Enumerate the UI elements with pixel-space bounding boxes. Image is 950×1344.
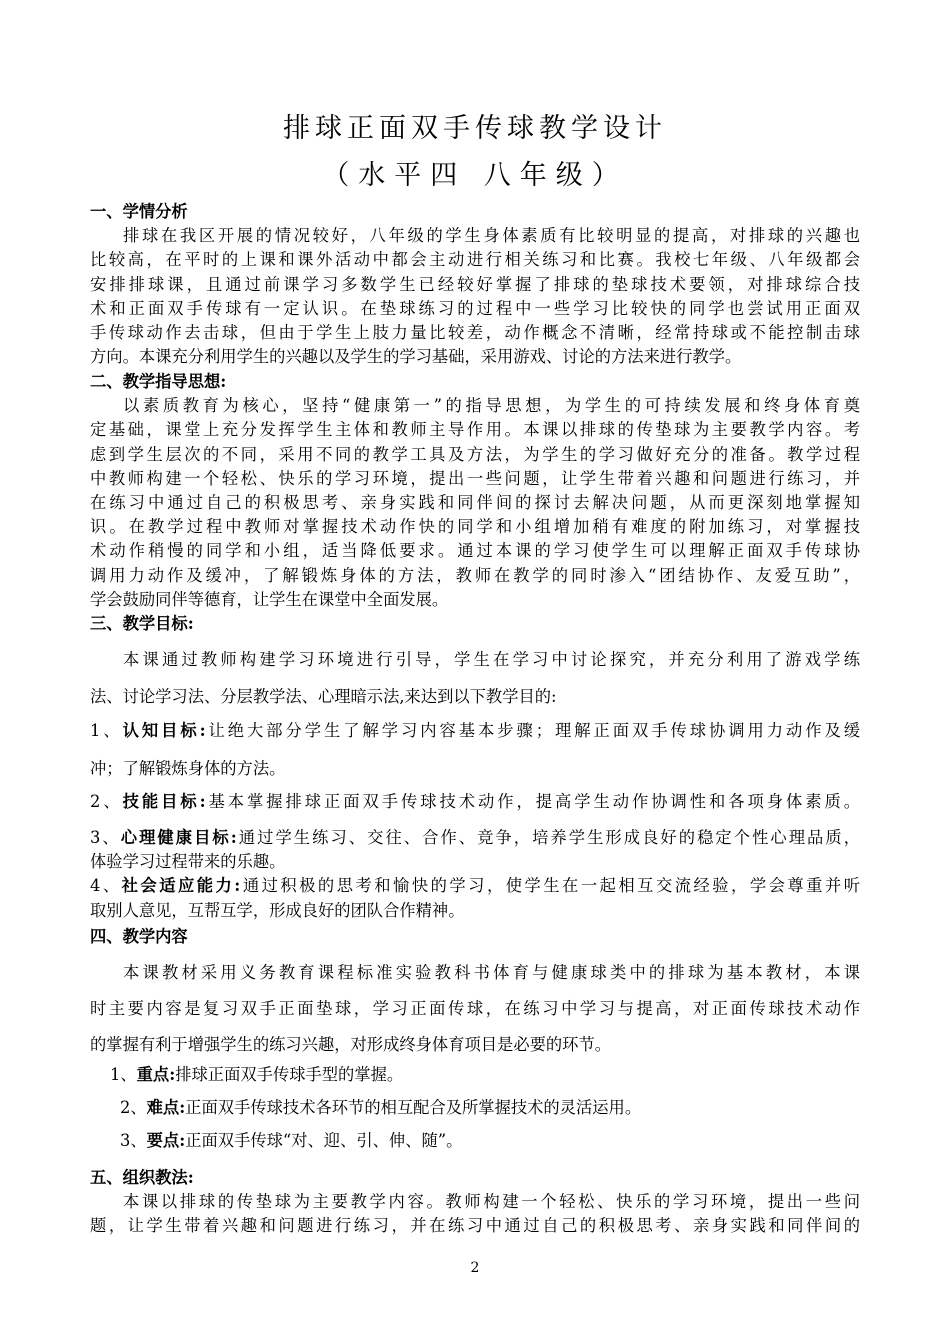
paragraph-line: 比较高，在平时的上课和课外活动中都会主动进行相关练习和比赛。我校七年级、八年级都会 [90, 250, 860, 270]
paragraph-line: 识。在教学过程中教师对掌握技术动作快的同学和小组增加稍有难度的附加练习，对掌握技 [90, 517, 860, 537]
content-paragraph-cont [90, 997, 860, 1021]
goal-label: 技能目标: [122, 792, 206, 811]
document-title: 排球正面双手传球教学设计 [283, 113, 667, 144]
paragraph-line: 体验学习过程带来的乐趣。 [90, 852, 286, 872]
paragraph-line: 本课教材采用义务教育课程标准实验教科书体育与健康球类中的排球为基本教材，本课 [123, 963, 860, 982]
paragraph-line: 学会鼓励同伴等德育，让学生在课堂中全面发展。 [90, 589, 449, 609]
paragraph-line: 在练习中通过自己的积极思考、亲身实践和同伴间的探讨去解决问题，从而更深刻地掌握知 [90, 492, 860, 512]
goal-skill [90, 790, 860, 814]
paragraph-line: 本课通过教师构建学习环境进行引导，学生在学习中讨论探究，并充分利用了游戏学练 [123, 650, 860, 669]
point-text: 正面双手传球“对、迎、引、伸、随”。 [185, 1131, 463, 1150]
content-paragraph [90, 961, 860, 985]
paragraph-line: 本课以排球的传垫球为主要教学内容。教师构建一个轻松、快乐的学习环境，提出一些问 [123, 1192, 860, 1212]
goal-text: 让绝大部分学生了解学习内容基本步骤；理解正面双手传球协调用力动作及缓 [205, 721, 860, 740]
section-learning-analysis [90, 200, 860, 369]
goals-intro-cont [90, 685, 860, 709]
goal-number: 2、 [90, 792, 123, 811]
point-label: 难点: [146, 1098, 186, 1117]
document-subtitle: （水平四 八年级） [322, 160, 628, 191]
goal-number: 1、 [90, 721, 123, 740]
paragraph-line: 冲；了解锻炼身体的方法。 [90, 759, 286, 778]
paragraph-line: 中教师构建一个轻松、快乐的学习环境，提出一些问题，让学生带着兴趣和问题进行练习，并 [90, 468, 860, 488]
paragraph-line: 术和正面双手传球有一定认识。在垫球练习的过程中一些学习比较快的同学也尝试用正面双 [90, 298, 860, 318]
difficult-point [120, 1096, 850, 1120]
goals-intro [90, 648, 860, 672]
goal-text: 通过积极的思考和愉快的学习，使学生在一起相互交流经验，学会尊重并听 [240, 876, 860, 896]
section-teaching-content [90, 925, 860, 949]
paragraph-line: 安排排球课，且通过前课学习多数学生已经较好掌握了排球的垫球技术要领，对排球综合技 [90, 274, 860, 294]
section-organization-methods [90, 1166, 860, 1239]
point-label: 要点: [146, 1131, 186, 1150]
section-heading: 三、教学目标: [90, 614, 194, 633]
paragraph-line: 时主要内容是复习双手正面垫球，学习正面传球，在练习中学习与提高，对正面传球技术动作 [90, 999, 860, 1018]
paragraph-line: 定基础，课堂上充分发挥学生主体和教师主导作用。本课以排球的传垫球为主要教学内容。考 [90, 420, 860, 440]
paragraph-line: 题，让学生带着兴趣和问题进行练习，并在练习中通过自己的积极思考、亲身实践和同伴间的 [90, 1216, 860, 1236]
paragraph-line: 法、讨论学习法、分层教学法、心理暗示法,来达到以下教学目的: [90, 687, 557, 706]
point-number: 2、 [120, 1098, 147, 1117]
point-number: 1、 [110, 1065, 137, 1084]
section-heading: 一、学情分析 [90, 202, 188, 221]
paragraph-line: 排球在我区开展的情况较好，八年级的学生身体素质有比较明显的提高，对排球的兴趣也 [123, 226, 860, 246]
paragraph-line: 的掌握有利于增强学生的练习兴趣，对形成终身体育项目是必要的环节。 [90, 1035, 612, 1054]
section-teaching-goals [90, 612, 860, 636]
section-heading: 四、教学内容 [90, 927, 188, 946]
paragraph-line: 手传球动作去击球，但由于学生上肢力量比较差，动作概念不清晰，经常持球或不能控制击球 [90, 322, 860, 342]
essential-point [120, 1129, 850, 1153]
goal-label: 心理健康目标: [120, 828, 237, 847]
paragraph-line: 术动作稍慢的同学和小组，适当降低要求。通过本课的学习使学生可以理解正面双手传球协 [90, 541, 860, 561]
section-heading: 五、组织教法: [90, 1168, 194, 1187]
paragraph-line: 虑到学生层次的不同，采用不同的教学工具及方法，为学生的学习做好充分的准备。教学过程 [90, 444, 860, 464]
goal-number: 4、 [90, 876, 122, 896]
goal-label: 社会适应能力: [121, 876, 241, 896]
paragraph-line: 取别人意见，互帮互学，形成良好的团队合作精神。 [90, 900, 465, 920]
point-text: 正面双手传球技术各环节的相互配合及所掌握技术的灵活运用。 [185, 1098, 642, 1117]
goal-label: 认知目标: [122, 721, 206, 740]
goal-number: 3、 [90, 828, 121, 847]
section-guiding-ideas [90, 370, 860, 612]
point-text: 排球正面双手传球手型的掌握。 [175, 1065, 404, 1084]
goal-text: 通过学生练习、交往、合作、竞争，培养学生形成良好的稳定个性心理品质， [236, 828, 860, 847]
paragraph-line: 调用力动作及缓冲，了解锻炼身体的方法，教师在教学的同时渗入“团结协作、友爱互助”， [90, 565, 860, 585]
goal-text: 基本掌握排球正面双手传球技术动作，提高学生动作协调性和各项身体素质。 [205, 792, 860, 811]
page-number: 2 [470, 1260, 480, 1276]
goal-cognitive [90, 719, 860, 743]
key-point [110, 1063, 850, 1087]
goal-cognitive-cont [90, 757, 860, 781]
paragraph-line: 以素质教育为核心，坚持“健康第一”的指导思想，为学生的可持续发展和终身体育奠 [123, 396, 860, 416]
content-paragraph-cont2 [90, 1033, 860, 1057]
point-number: 3、 [120, 1131, 147, 1150]
section-heading: 二、教学指导思想: [90, 372, 227, 391]
paragraph-line: 方向。本课充分利用学生的兴趣以及学生的学习基础，采用游戏、讨论的方法来进行教学。 [90, 347, 742, 367]
point-label: 重点: [136, 1065, 176, 1084]
goal-mental-health [90, 826, 860, 923]
